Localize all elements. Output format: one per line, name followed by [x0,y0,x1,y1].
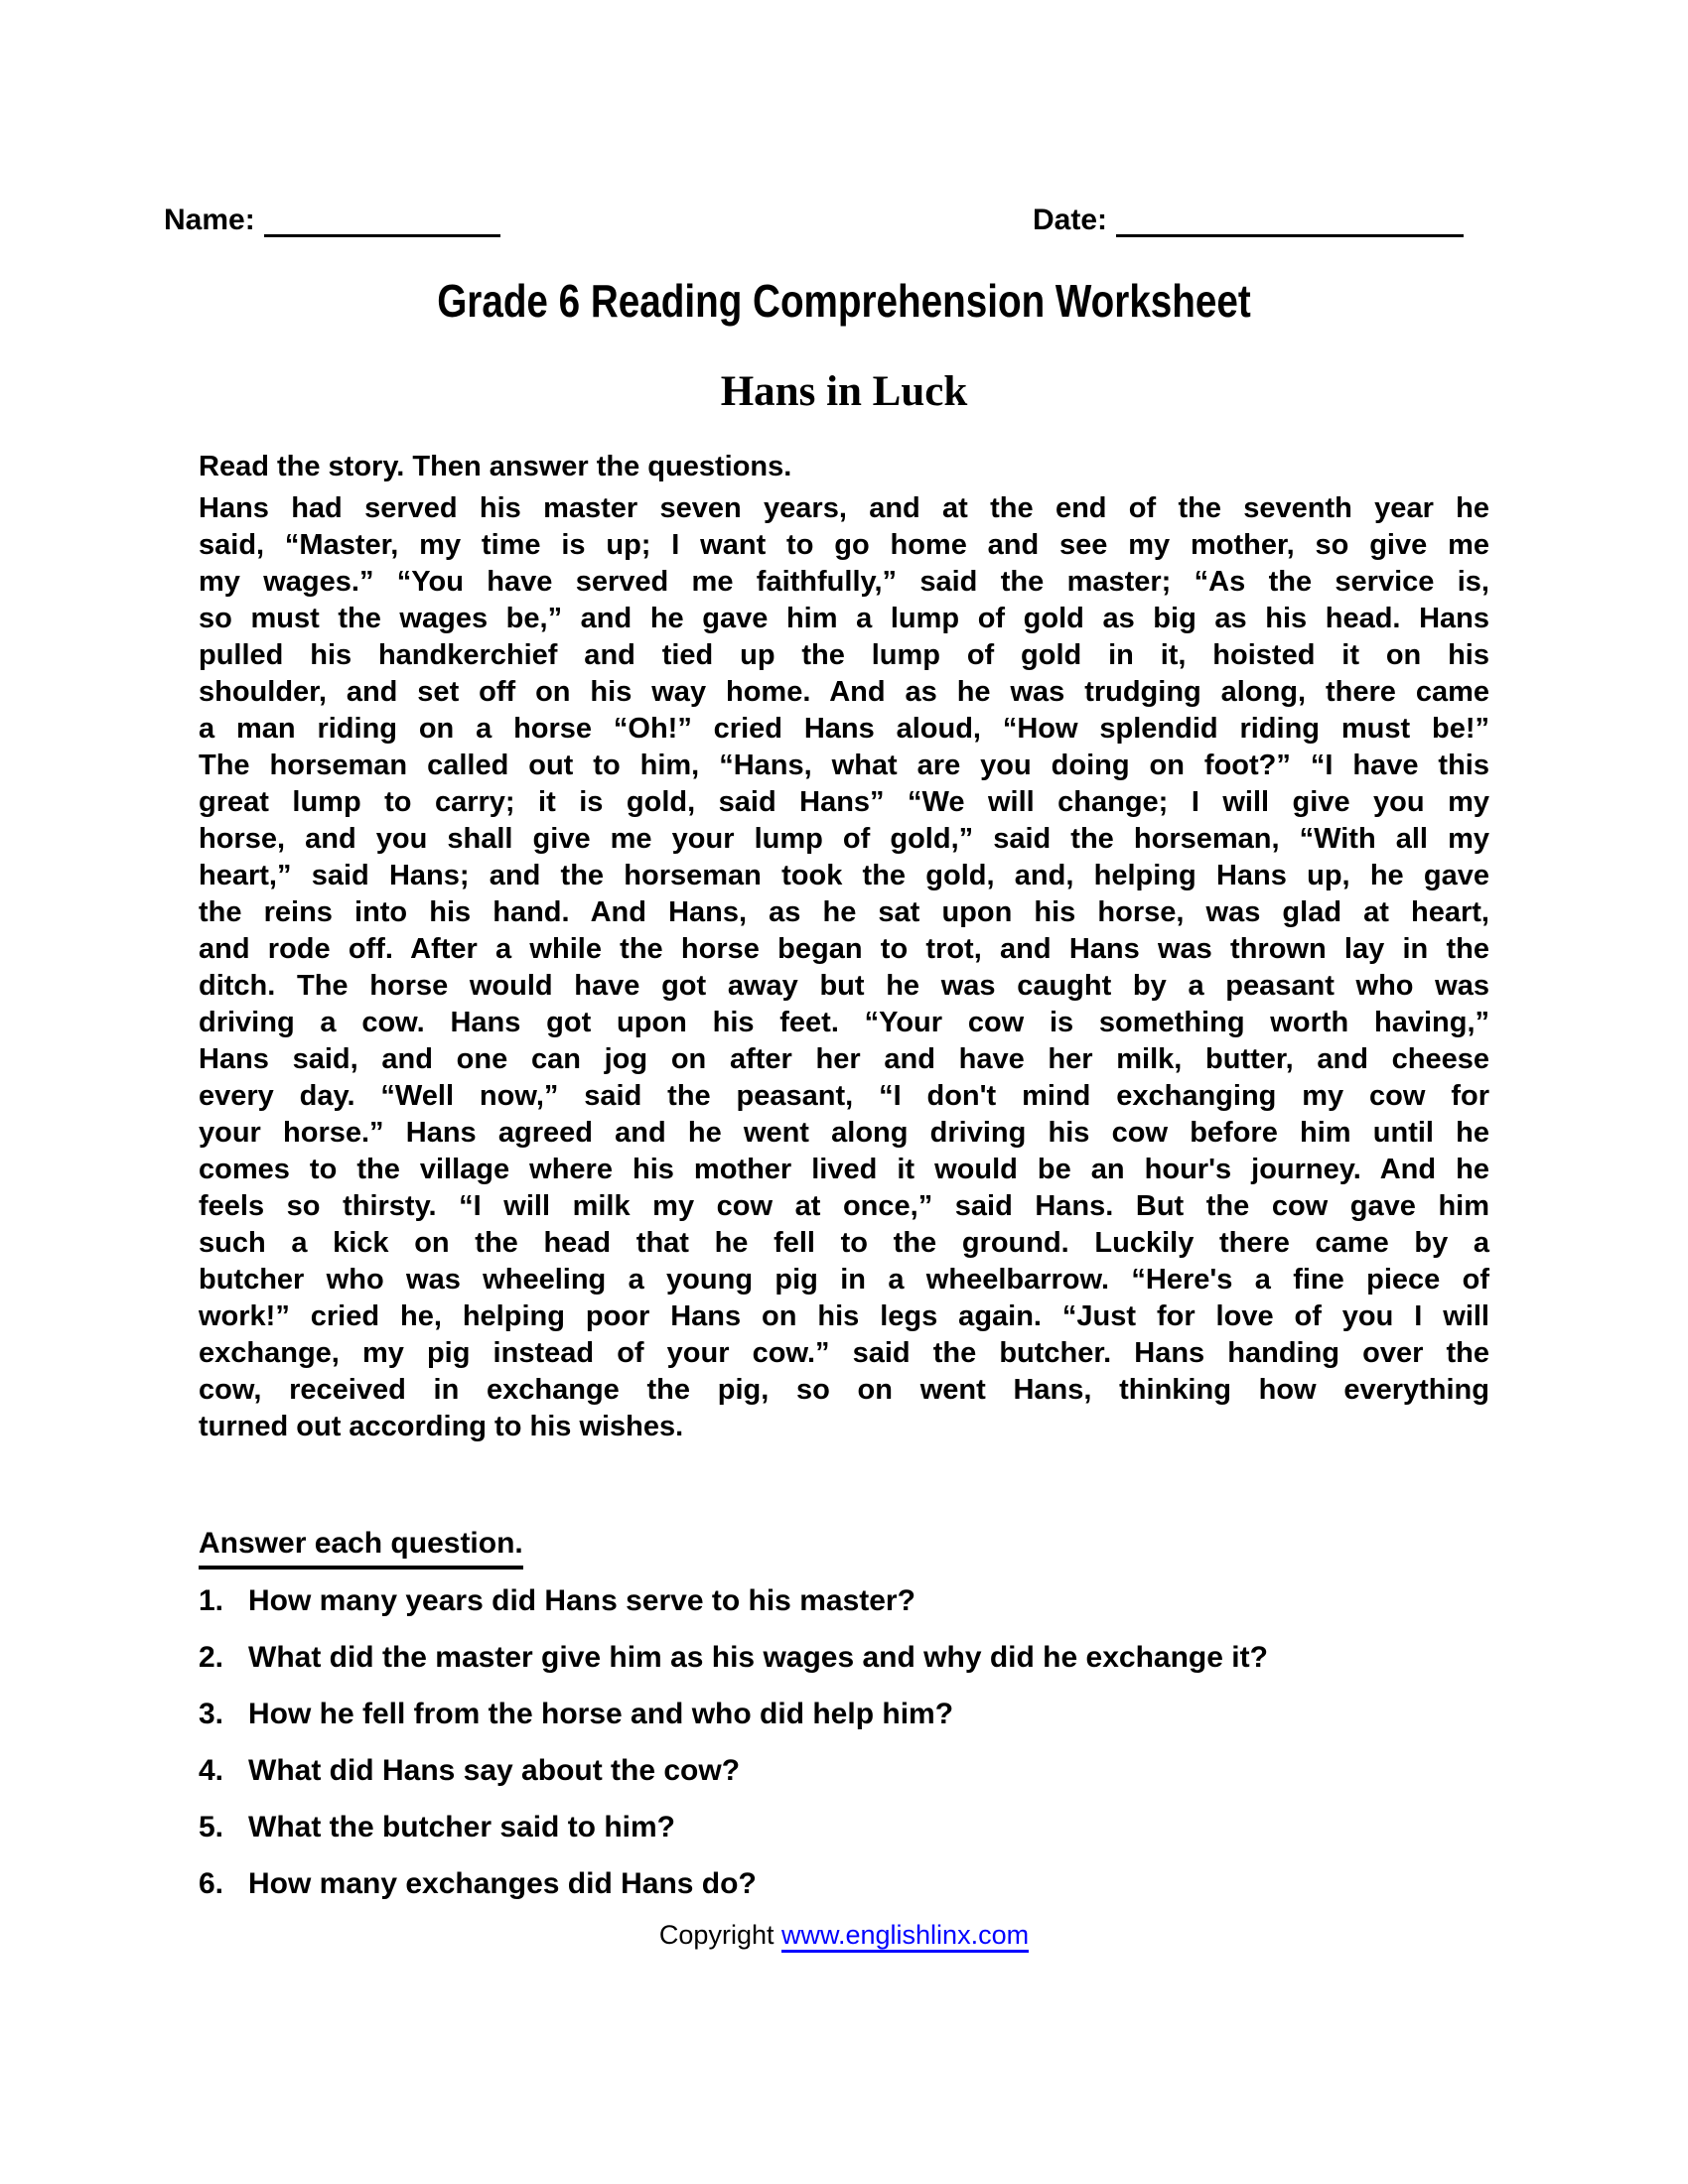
question-number: 3. [199,1698,224,1730]
story-line: great lump to carry; it is gold, said Hans” “We will change; I will give you my [199,786,1489,818]
question-number: 4. [199,1754,224,1787]
question-row [199,1698,1509,1731]
story-line: the reins into his hand. And Hans, as he sat upon his horse, was glad at heart, [199,896,1489,928]
question-row [199,1867,1509,1901]
story-line: Hans had served his master seven years, and at the end of the seventh year he [199,492,1489,524]
worksheet-title: Grade 6 Reading Comprehension Worksheet [437,275,1251,327]
question-number: 2. [199,1641,224,1674]
date-blank-line [1116,205,1464,237]
story-line: horse, and you shall give me your lump of gold,” said the horseman, “With all my [199,823,1489,855]
story-line: and rode off. After a while the horse began to trot, and Hans was thrown lay in the [199,933,1489,965]
copyright-label: Copyright [658,1920,781,1950]
story-line: such a kick on the head that he fell to the ground. Luckily there came by a [199,1227,1489,1259]
name-field [164,202,500,237]
story-line: pulled his handkerchief and tied up the lump of gold in it, hoisted it on his [199,639,1489,671]
story-line: cow, received in exchange the pig, so on went Hans, thinking how everything [199,1374,1489,1406]
story-line: said, “Master, my time is up; I want to go home and see my mother, so give me [199,529,1489,561]
story-line: my wages.” “You have served me faithfully,” said the master; “As the service is, [199,566,1489,598]
name-label: Name: [164,204,255,236]
story-line: every day. “Well now,” said the peasant, “I don't mind exchanging my cow for [199,1080,1489,1112]
story-line: your horse.” Hans agreed and he went along driving his cow before him until he [199,1117,1489,1149]
story-line: work!” cried he, helping poor Hans on his legs again. “Just for love of you I will [199,1300,1489,1332]
instructions-text: Read the story. Then answer the questions. [199,451,792,482]
question-row [199,1641,1509,1675]
story-title: Hans in Luck [720,368,968,415]
name-blank-line [264,205,500,237]
story-line: comes to the village where his mother lived it would be an hour's journey. And he [199,1154,1489,1185]
story-line: a man riding on a horse “Oh!” cried Hans aloud, “How splendid riding must be!” [199,713,1489,745]
story-line: shoulder, and set off on his way home. And as he was trudging along, there came [199,676,1489,708]
story-line: so must the wages be,” and he gave him a lump of gold as big as his head. Hans [199,603,1489,634]
question-text: How many years did Hans serve to his master? [248,1584,915,1617]
answer-section [199,1527,523,1570]
question-text: How many exchanges did Hans do? [248,1867,757,1900]
story-line: driving a cow. Hans got upon his feet. “Your cow is something worth having,” [199,1007,1489,1038]
question-number: 6. [199,1867,224,1900]
date-field [1033,202,1464,237]
date-label: Date: [1033,204,1108,236]
story-text [199,490,1489,1445]
story-line: Hans said, and one can jog on after her and have her milk, butter, and cheese [199,1043,1489,1075]
question-number: 1. [199,1584,224,1617]
story-line: The horseman called out to him, “Hans, what are you doing on foot?” “I have this [199,750,1489,781]
question-text: What did the master give him as his wages and why did he exchange it? [248,1641,1268,1674]
question-text: What did Hans say about the cow? [248,1754,741,1787]
story-line: ditch. The horse would have got away but he was caught by a peasant who was [199,970,1489,1002]
answer-heading: Answer each question. [199,1527,523,1570]
copyright-link[interactable]: www.englishlinx.com [781,1920,1029,1953]
question-number: 5. [199,1811,224,1843]
question-row [199,1811,1509,1844]
question-row [199,1754,1509,1788]
copyright-line [0,1920,1688,1951]
question-row [199,1584,1509,1618]
story-line: turned out according to his wishes. [199,1411,684,1442]
story-line: heart,” said Hans; and the horseman took the gold, and, helping Hans up, he gave [199,860,1489,891]
story-line: butcher who was wheeling a young pig in a wheelbarrow. “Here's a fine piece of [199,1264,1489,1296]
story-line: feels so thirsty. “I will milk my cow at once,” said Hans. But the cow gave him [199,1190,1489,1222]
question-text: What the butcher said to him? [248,1811,676,1843]
question-text: How he fell from the horse and who did help him? [248,1698,954,1730]
story-line: exchange, my pig instead of your cow.” said the butcher. Hans handing over the [199,1337,1489,1369]
